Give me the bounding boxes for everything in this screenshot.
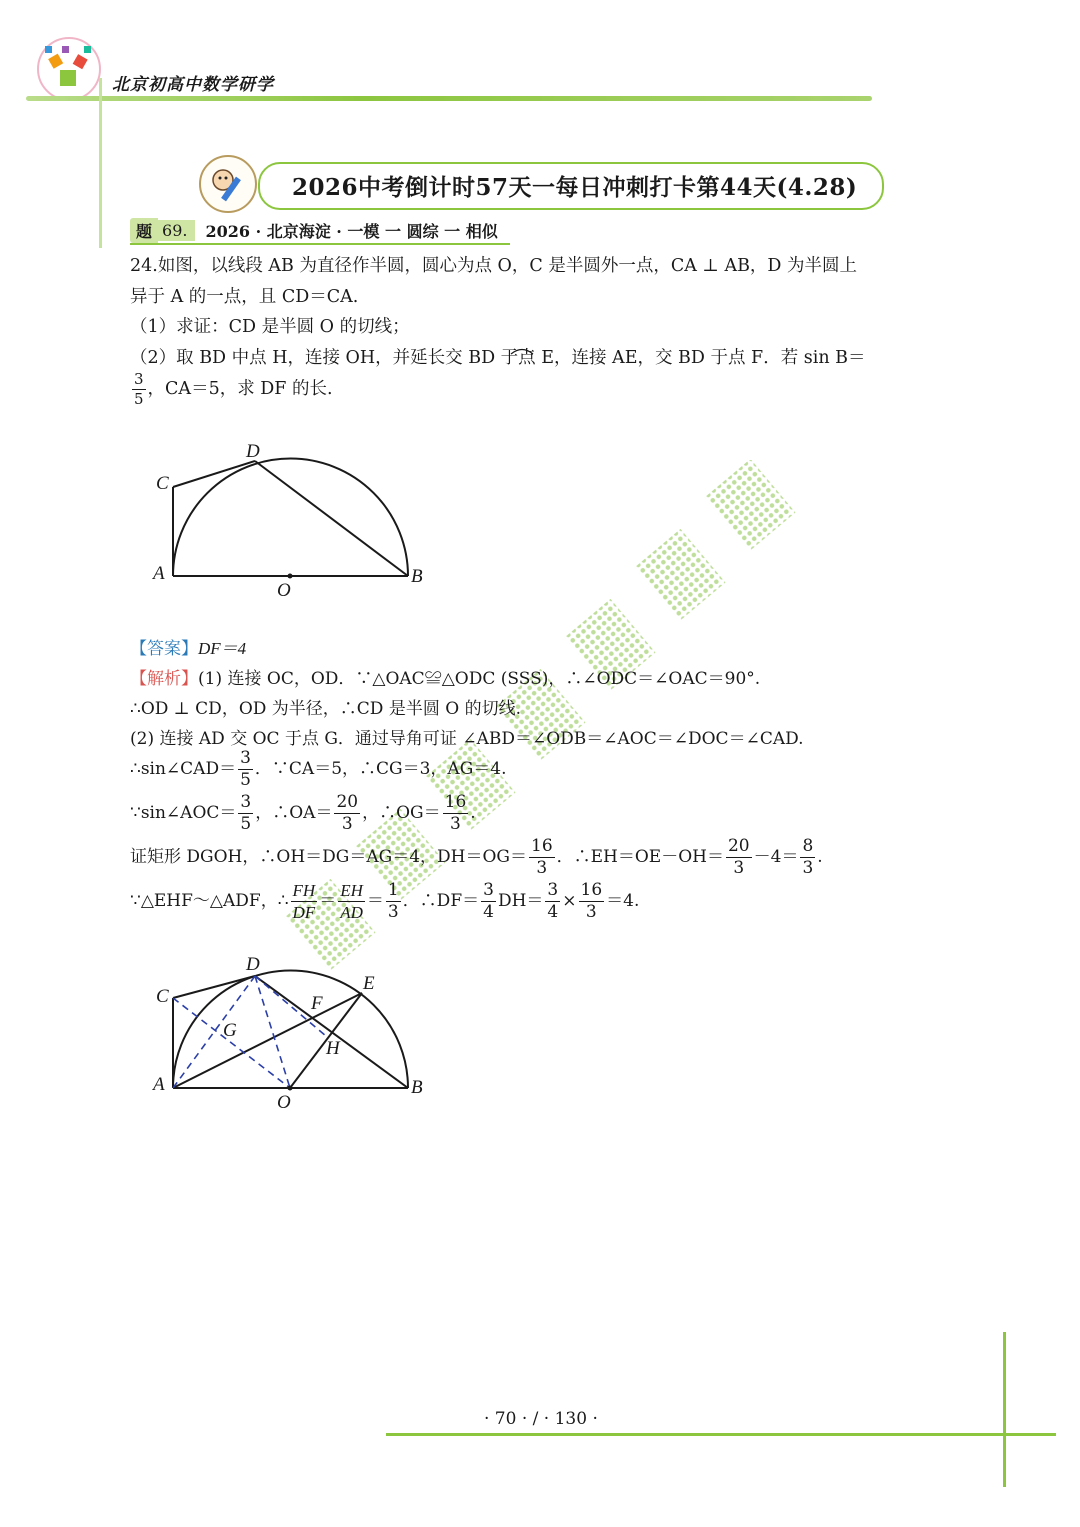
fig2-label-D: D — [246, 954, 260, 975]
site-title: 北京初高中数学研学 — [112, 75, 274, 95]
fig1-label-O: O — [277, 580, 291, 601]
footer-vertical-rule — [1003, 1332, 1006, 1487]
frac-16-3-a: $\frac{16}{3}$ — [444, 792, 467, 834]
fig1-label-D: D — [246, 441, 260, 462]
solution-line-2: ∴OD ⊥ CD，OD 为半径，∴CD 是半圆 O 的切线. — [130, 699, 521, 719]
frac-8-3: $\frac{8}{3}$ — [802, 836, 814, 878]
header-vertical-rule — [99, 78, 102, 248]
solution-line-1 — [130, 664, 760, 689]
fig2-label-F: F — [311, 993, 323, 1014]
solution-text-1: (1) 连接 OC，OD．∵△OAC≌△ODC (SSS)，∴∠ODC＝∠OAC＝90°. — [198, 669, 761, 689]
solution-line-7: ∵△EHF～△ADF，∴ $\frac{FH}{DF}$ ＝ $\frac{EH}{AD}$ ＝ $\frac{1}{3}$ ．∴DF＝ $\frac{3}{4}$ DH＝ $\frac{3}{4}$ × $\frac{16}{3}$ ＝4. — [130, 880, 640, 922]
fig1-label-A: A — [153, 563, 165, 584]
frac-16-3-b: $\frac{16}{3}$ — [531, 836, 553, 878]
header-rule — [26, 96, 872, 101]
problem-tag — [130, 218, 498, 242]
problem-tag-underline — [130, 243, 510, 245]
frac-3-4-a: $\frac{3}{4}$ — [483, 880, 494, 922]
solution-line-5: ∵sin∠AOC＝ $\frac{3}{5}$ ，∴OA＝ $\frac{20}{3}$ ，∴OG＝ $\frac{16}{3}$ . — [130, 792, 476, 834]
problem-tag-label: 题 — [130, 218, 158, 243]
question-part-2-tail — [130, 372, 333, 407]
fig1-label-C: C — [156, 473, 169, 494]
fig2-label-A: A — [153, 1074, 165, 1095]
fig2-label-C: C — [156, 986, 169, 1007]
fig2-label-O: O — [277, 1092, 291, 1113]
fig2-label-B: B — [411, 1077, 423, 1098]
question-line-2: 异于 A 的一点，且 CD＝CA. — [130, 287, 359, 307]
problem-source: 2026 · 北京海淀 · 一模 一 圆综 一 相似 — [205, 221, 498, 241]
fig2-label-H: H — [326, 1038, 340, 1059]
banner-title: 2026中考倒计时57天一每日冲刺打卡第44天(4.28) — [292, 174, 858, 201]
question-line-1 — [130, 252, 857, 277]
question-part-2: （2）取 BD 中点 H，连接 OH，并延长交 BD 于点 E，连接 AE，交 BD 于点 F．若 sin B＝ — [130, 348, 866, 368]
sinB-fraction: $\frac{3}{5}$ — [134, 370, 144, 408]
solution-line-3: (2) 连接 AD 交 OC 于点 G．通过导角可证 ∠ABD＝∠ODB＝∠AOC＝∠DOC＝∠CAD. — [130, 729, 804, 749]
answer-text: DF＝4 — [198, 639, 247, 658]
question-text-1: 如图，以线段 AB 为直径作半圆，圆心为点 O，C 是半圆外一点，CA ⊥ AB，D 为半圆上 — [157, 256, 858, 276]
page-number: · 70 · / · 130 · — [484, 1409, 598, 1429]
solution-line-6: 证矩形 DGOH，∴OH＝DG＝AG＝4，DH＝OG＝ $\frac{16}{3}$ ．∴EH＝OE－OH＝ $\frac{20}{3}$ －4＝ $\frac{8}{3}$ . — [130, 836, 823, 878]
fig1-label-B: B — [411, 566, 423, 587]
frac-EH-AD: $\frac{EH}{AD}$ — [340, 881, 363, 922]
fig2-label-G: G — [223, 1020, 237, 1041]
frac-FH-DF: $\frac{FH}{DF}$ — [292, 881, 316, 922]
frac-16-3-c: $\frac{16}{3}$ — [580, 880, 603, 922]
problem-number: 69. — [158, 220, 195, 241]
frac-3-4-b: $\frac{3}{4}$ — [547, 880, 559, 922]
arc-mark — [509, 340, 535, 348]
answer-tag: 【答案】 — [130, 639, 198, 659]
frac-20-3-a: $\frac{20}{3}$ — [336, 792, 359, 834]
solution-line-4: ∴sin∠CAD＝ $\frac{3}{5}$ ．∵CA＝5，∴CG＝3，AG＝4. — [130, 748, 507, 790]
question-part-2-tail-text: ，CA＝5，求 DF 的长. — [147, 379, 333, 399]
frac-3-5-b: $\frac{3}{5}$ — [240, 792, 252, 834]
answer-line — [130, 634, 246, 659]
question-number: 24. — [130, 256, 158, 276]
figure-2 — [140, 950, 450, 1120]
frac-3-5-a: $\frac{3}{5}$ — [240, 748, 251, 790]
mascot-icon — [198, 154, 258, 214]
footer-rule — [386, 1433, 1056, 1436]
frac-1-3: $\frac{1}{3}$ — [387, 880, 399, 922]
question-part-1: （1）求证：CD 是半圆 O 的切线； — [130, 317, 410, 337]
frac-20-3-b: $\frac{20}{3}$ — [727, 836, 750, 878]
logo — [36, 36, 102, 102]
solution-tag: 【解析】 — [130, 669, 198, 689]
fig2-label-E: E — [363, 973, 375, 994]
